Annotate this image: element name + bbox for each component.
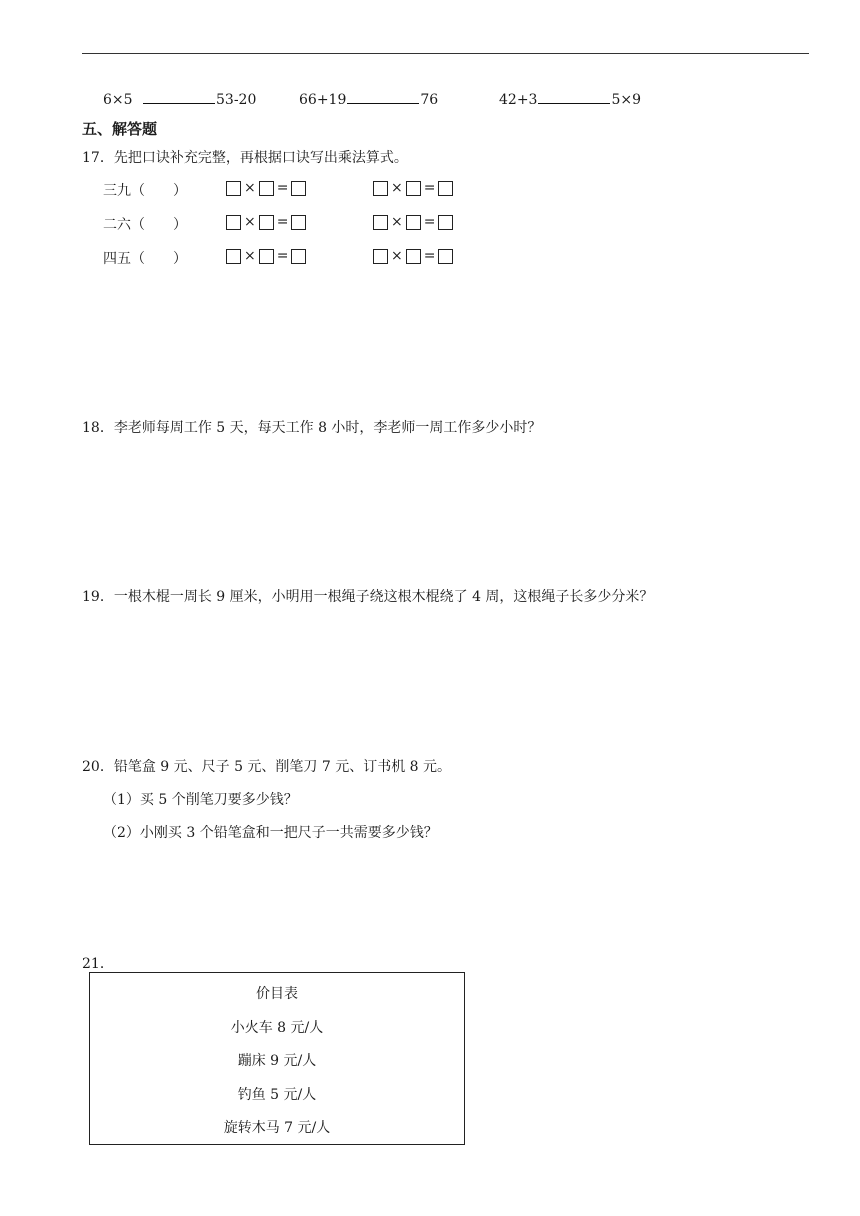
compare-left: 42+3 xyxy=(499,92,538,108)
times-sign: × xyxy=(391,214,403,230)
equals-sign: = xyxy=(423,214,436,230)
answer-box[interactable] xyxy=(226,181,241,196)
question-19: 19．一根木棍一周长 9 厘米，小明用一根绳子绕这根木棍绕了 4 周，这根绳子长多少分米？ xyxy=(82,589,654,605)
compare-item-3 xyxy=(499,91,641,108)
equals-sign: = xyxy=(423,180,436,196)
compare-right: 5×9 xyxy=(611,92,641,108)
compare-item-2 xyxy=(299,91,438,108)
answer-box[interactable] xyxy=(373,249,388,264)
question-20-part-2: （2）小刚买 3 个铅笔盒和一把尺子一共需要多少钱？ xyxy=(103,825,438,841)
q17-row-1-equation-b xyxy=(373,180,453,196)
q17-row-1-equation-a xyxy=(226,180,306,196)
answer-blank[interactable] xyxy=(538,91,610,104)
answer-box[interactable] xyxy=(259,181,274,196)
compare-item-1 xyxy=(103,91,256,108)
price-item: 旋转木马 7 元/人 xyxy=(223,1120,331,1136)
equals-sign: = xyxy=(276,214,289,230)
times-sign: × xyxy=(244,214,256,230)
question-18: 18．李老师每周工作 5 天，每天工作 8 小时，李老师一周工作多少小时？ xyxy=(82,420,542,436)
times-sign: × xyxy=(244,180,256,196)
answer-box[interactable] xyxy=(406,181,421,196)
q17-row-3-equation-b xyxy=(373,248,453,264)
q17-row-2-label: 二六（ ） xyxy=(103,217,187,233)
price-item: 蹦床 9 元/人 xyxy=(237,1053,317,1069)
header-rule xyxy=(82,53,809,54)
answer-box[interactable] xyxy=(259,215,274,230)
price-item: 小火车 8 元/人 xyxy=(230,1020,324,1036)
price-table xyxy=(89,972,465,1145)
q17-row-1-label: 三九（ ） xyxy=(103,183,187,199)
section-title: 五、解答题 xyxy=(82,120,158,138)
answer-box[interactable] xyxy=(406,249,421,264)
price-item: 钓鱼 5 元/人 xyxy=(237,1087,317,1103)
compare-right: 76 xyxy=(420,92,439,108)
equals-sign: = xyxy=(423,248,436,264)
answer-box[interactable] xyxy=(438,249,453,264)
times-sign: × xyxy=(244,248,256,264)
equals-sign: = xyxy=(276,180,289,196)
times-sign: × xyxy=(391,248,403,264)
answer-box[interactable] xyxy=(438,181,453,196)
q17-row-2-equation-a xyxy=(226,214,306,230)
answer-box[interactable] xyxy=(406,215,421,230)
answer-box[interactable] xyxy=(438,215,453,230)
answer-box[interactable] xyxy=(259,249,274,264)
equals-sign: = xyxy=(276,248,289,264)
times-sign: × xyxy=(391,180,403,196)
answer-box[interactable] xyxy=(291,215,306,230)
answer-box[interactable] xyxy=(291,181,306,196)
question-20: 20．铅笔盒 9 元、尺子 5 元、削笔刀 7 元、订书机 8 元。 xyxy=(82,759,452,775)
q17-row-2-equation-b xyxy=(373,214,453,230)
answer-box[interactable] xyxy=(373,181,388,196)
answer-box[interactable] xyxy=(226,249,241,264)
answer-box[interactable] xyxy=(373,215,388,230)
answer-box[interactable] xyxy=(291,249,306,264)
question-21-number: 21． xyxy=(82,956,114,972)
q17-row-3-equation-a xyxy=(226,248,306,264)
answer-blank[interactable] xyxy=(143,91,215,104)
price-table-title: 价目表 xyxy=(256,986,298,1002)
compare-right: 53-20 xyxy=(216,92,257,108)
q17-row-3-label: 四五（ ） xyxy=(103,251,187,267)
compare-left: 6×5 xyxy=(103,92,133,108)
question-20-part-1: （1）买 5 个削笔刀要多少钱？ xyxy=(103,792,298,808)
compare-left: 66+19 xyxy=(299,92,347,108)
question-17: 17．先把口诀补充完整，再根据口诀写出乘法算式。 xyxy=(82,150,408,166)
answer-box[interactable] xyxy=(226,215,241,230)
answer-blank[interactable] xyxy=(347,91,419,104)
